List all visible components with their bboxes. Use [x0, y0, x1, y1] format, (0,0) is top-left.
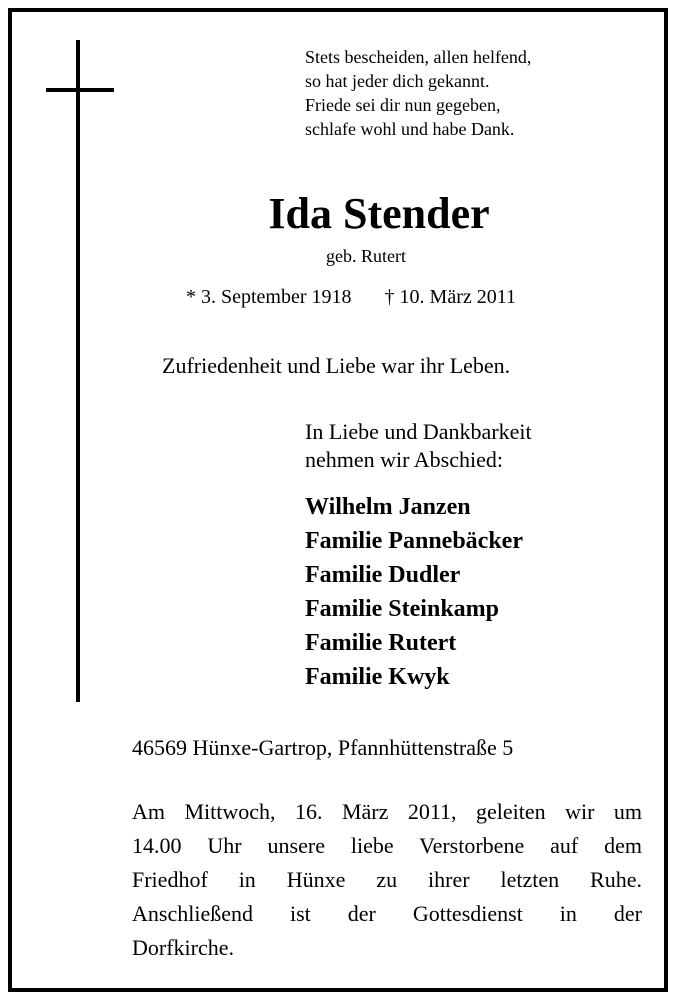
funeral-line: Anschließend ist der Gottesdienst in der — [132, 901, 642, 926]
poem-line: schlafe wohl und habe Dank. — [305, 119, 515, 139]
death-date: † 10. März 2011 — [384, 286, 516, 308]
cross-icon-bar — [46, 88, 114, 92]
funeral-line: Friedhof in Hünxe zu ihrer letzten Ruhe. — [132, 867, 642, 892]
mourner: Familie Kwyk — [305, 664, 450, 690]
farewell-line: nehmen wir Abschied: — [305, 447, 503, 472]
poem-line: so hat jeder dich gekannt. — [305, 71, 490, 91]
farewell-line: In Liebe und Dankbarkeit — [305, 419, 532, 444]
deceased-name: Ida Stender — [268, 189, 490, 238]
farewell-text — [305, 418, 532, 474]
poem-line: Friede sei dir nun gegeben, — [305, 95, 501, 115]
address: 46569 Hünxe-Gartrop, Pfannhüttenstraße 5 — [132, 735, 514, 760]
life-dates — [186, 284, 516, 310]
mourners-list — [305, 490, 523, 694]
funeral-line: 14.00 Uhr unsere liebe Verstorbene auf dem — [132, 833, 642, 858]
mourner: Familie Dudler — [305, 562, 461, 588]
mourner: Familie Steinkamp — [305, 596, 500, 622]
funeral-notice — [132, 795, 642, 965]
poem-line: Stets bescheiden, allen helfend, — [305, 47, 532, 67]
mourner: Familie Rutert — [305, 630, 457, 656]
birth-date: * 3. September 1918 — [186, 286, 352, 308]
mourner: Wilhelm Janzen — [305, 494, 471, 520]
motto: Zufriedenheit und Liebe war ihr Leben. — [162, 353, 511, 378]
funeral-line: Dorfkirche. — [132, 935, 235, 960]
cross-icon — [76, 40, 80, 702]
maiden-name: geb. Rutert — [326, 246, 406, 266]
funeral-line: Am Mittwoch, 16. März 2011, geleiten wir um — [132, 799, 642, 824]
poem — [305, 45, 531, 141]
mourner: Familie Pannebäcker — [305, 528, 523, 554]
